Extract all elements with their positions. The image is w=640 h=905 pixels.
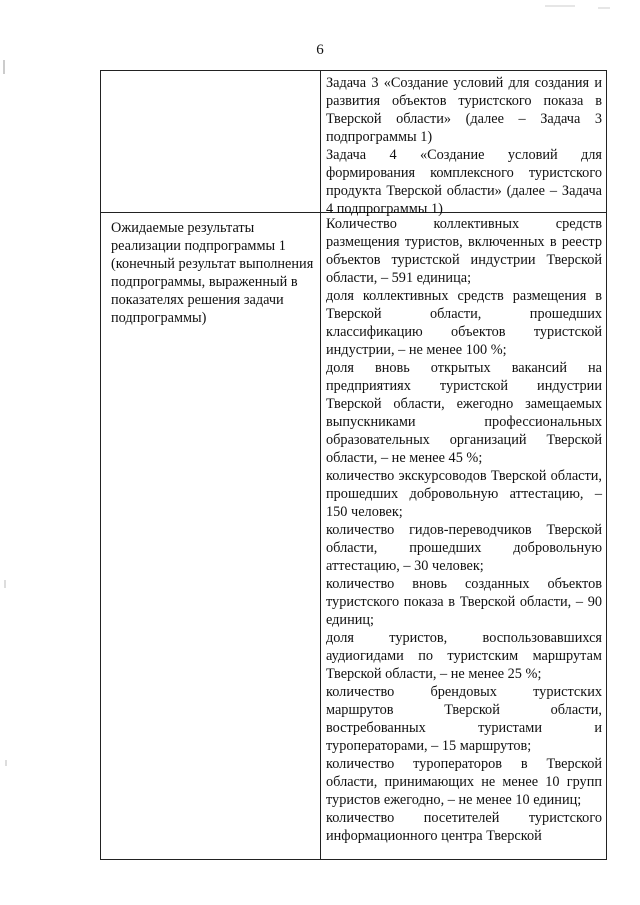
- result-item: количество экскурсоводов Тверской области, прошедших добровольную аттестацию, – 150 человек;: [326, 468, 602, 520]
- result-item: доля туристов, воспользовавшихся аудиогидами по туристским маршрутам Тверской области, – не менее 25 %;: [326, 630, 602, 682]
- result-item: количество вновь созданных объектов туристского показа в Тверской области, – 90 единиц;: [326, 576, 602, 628]
- tasks-cell: [326, 74, 602, 218]
- result-item: доля вновь открытых вакансий на предприятиях туристской индустрии Тверской области, ежегодно замещаемых выпускниками профессиональных образовательных организаций Тверской области, – не менее 45 %;: [326, 360, 602, 466]
- page-number: 6: [316, 42, 324, 58]
- result-item: количество брендовых туристских маршрутов Тверской области, востребованных туристами и туроператорами, – 15 маршрутов;: [326, 684, 602, 754]
- program-table: [100, 70, 607, 860]
- result-item: количество посетителей туристского информационного центра Тверской: [326, 810, 602, 844]
- expected-results-list: [326, 215, 602, 845]
- expected-results-label: Ожидаемые результаты реализации подпрограммы 1 (конечный результат выполнения подпрограммы, выраженный в показателях решения задачи подпрограммы): [111, 220, 314, 326]
- task-3-text: Задача 3 «Создание условий для создания и развития объектов туристского показа в Тверской области» (далее – Задача 3 подпрограммы 1): [326, 75, 602, 145]
- column-divider: [320, 71, 321, 859]
- task-4-text: Задача 4 «Создание условий для формирования комплексного туристского продукта Тверской области» (далее – Задача 4 подпрограммы 1): [326, 147, 602, 217]
- result-item: Количество коллективных средств размещения туристов, включенных в реестр объектов туристской индустрии Тверской области, – 591 единица;: [326, 216, 602, 286]
- result-item: количество туроператоров в Тверской области, принимающих не менее 10 групп туристов ежегодно, – не менее 10 единиц;: [326, 756, 602, 808]
- result-item: доля коллективных средств размещения в Тверской области, прошедших классификацию объектов туристской индустрии, – не менее 100 %;: [326, 288, 602, 358]
- result-item: количество гидов-переводчиков Тверской области, прошедших добровольную аттестацию, – 30 человек;: [326, 522, 602, 574]
